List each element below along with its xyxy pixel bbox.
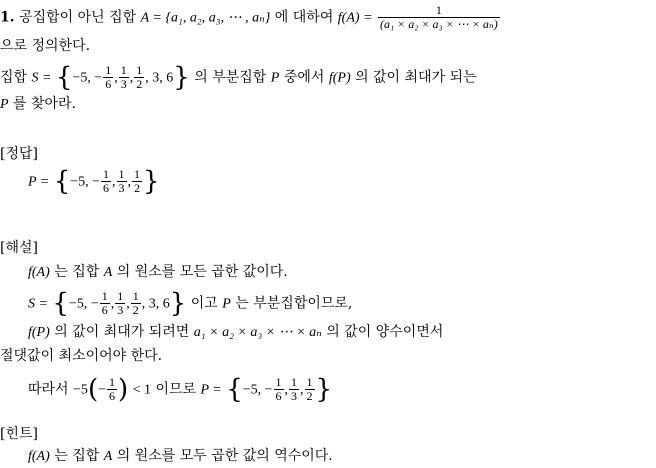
sep: , xyxy=(110,296,115,312)
text: 의 원소를 모두 곱한 값의 역수이다. xyxy=(116,448,333,464)
problem-line-3 xyxy=(0,64,477,91)
num: 1 xyxy=(117,289,124,303)
num: 1 xyxy=(103,167,110,181)
den: 2 xyxy=(134,181,141,195)
solution-line-5 xyxy=(28,376,332,403)
var-P: P xyxy=(222,296,231,312)
solution-line-3 xyxy=(28,322,443,343)
den: 6 xyxy=(101,303,108,317)
set-S-label: S = xyxy=(31,70,52,86)
text: 중에서 xyxy=(283,69,325,86)
solution-line-2 xyxy=(28,290,352,317)
fraction xyxy=(132,168,142,195)
number: −5 xyxy=(73,382,88,398)
num: 1 xyxy=(134,167,141,181)
text: 는 집합 xyxy=(54,264,100,280)
fraction xyxy=(103,64,113,91)
fraction xyxy=(119,64,129,91)
den: 3 xyxy=(117,303,124,317)
fraction xyxy=(101,168,111,195)
fraction-denominator: (a₁ × a₂ × a₃ × ⋯ × aₙ) xyxy=(379,17,498,31)
fraction xyxy=(134,64,144,91)
den: 6 xyxy=(105,77,112,91)
sep: , xyxy=(284,382,289,398)
fraction-numerator: 1 xyxy=(435,3,442,17)
num: 1 xyxy=(306,375,313,389)
func-fP: f(P) xyxy=(328,70,351,86)
var-A: A xyxy=(103,265,113,280)
solution-line-1 xyxy=(28,262,288,283)
func-fA: f(A) xyxy=(28,265,50,280)
den: 6 xyxy=(103,181,110,195)
brace-open: { xyxy=(53,166,71,197)
set-element: −5, − xyxy=(70,174,101,190)
problem-number: 1. xyxy=(0,9,15,26)
problem-text: 공집합이 아닌 집합 xyxy=(19,9,137,26)
num: 1 xyxy=(275,375,282,389)
var-P: P xyxy=(270,70,280,86)
num: 1 xyxy=(101,289,108,303)
text: 의 값이 양수이면서 xyxy=(326,324,444,340)
den: 2 xyxy=(306,389,313,403)
num: 1 xyxy=(109,375,115,389)
den: 2 xyxy=(136,77,143,91)
func-def: f(A) = xyxy=(337,10,373,26)
answer-label: P = xyxy=(200,382,222,398)
brace-open: { xyxy=(55,62,73,93)
product-expr: a₁ × a₂ × a₃ × ⋯ × aₙ xyxy=(193,325,322,340)
brace-open: { xyxy=(52,288,69,319)
sep: , xyxy=(112,174,116,190)
hint-heading: [힌트] xyxy=(0,426,38,442)
paren-close: ) xyxy=(118,374,129,405)
sep: , xyxy=(114,70,118,86)
text: 는 부분집합이므로, xyxy=(235,295,353,312)
brace-open: { xyxy=(226,374,243,405)
var-P: P xyxy=(0,97,9,112)
num: 1 xyxy=(120,63,127,77)
den: 3 xyxy=(291,389,298,403)
answer-line xyxy=(28,168,160,195)
fraction xyxy=(274,376,284,403)
set-element: , 3, 6 xyxy=(141,296,170,312)
fraction xyxy=(131,290,141,317)
fraction xyxy=(115,290,125,317)
sep: , xyxy=(127,174,132,190)
text: 집합 xyxy=(0,69,28,86)
text: 이므로 xyxy=(155,381,197,398)
den: 6 xyxy=(109,389,115,403)
num: 1 xyxy=(291,375,298,389)
fraction xyxy=(107,376,117,403)
text: 를 찾아라. xyxy=(13,96,77,112)
den: 2 xyxy=(132,303,139,317)
den: 3 xyxy=(120,77,127,91)
sep: , xyxy=(126,296,130,312)
hint-line xyxy=(28,446,333,467)
text: 이고 xyxy=(190,295,218,312)
text: 의 값이 최대가 되는 xyxy=(355,69,477,86)
num: 1 xyxy=(105,63,112,77)
problem-text: 에 대하여 xyxy=(274,9,334,26)
fraction xyxy=(289,376,299,403)
num: 1 xyxy=(118,167,125,181)
brace-close: } xyxy=(173,62,190,93)
func-fraction xyxy=(378,4,500,31)
set-element: −5, − xyxy=(68,296,99,312)
var-A: A xyxy=(103,449,113,464)
minus-sign: − xyxy=(98,382,106,398)
sep: , xyxy=(129,70,134,86)
set-element: −5, − xyxy=(72,70,103,86)
brace-close: } xyxy=(143,166,160,197)
solution-heading: [해설] xyxy=(0,240,38,256)
set-S-label: S = xyxy=(28,296,48,312)
problem-line-4 xyxy=(0,94,76,115)
den: 6 xyxy=(275,389,282,403)
paren-open: ( xyxy=(87,374,99,405)
fraction xyxy=(305,376,315,403)
answer-label: P = xyxy=(28,174,50,190)
fraction xyxy=(117,168,127,195)
problem-line-2: 으로 정의한다. xyxy=(0,38,91,54)
solution-line-4: 절댓값이 최소이어야 한다. xyxy=(0,348,163,364)
brace-close: } xyxy=(315,374,333,405)
sep: , xyxy=(300,382,304,398)
answer-heading: [정답] xyxy=(0,146,38,162)
set-A-def: A = {a₁, a₂, a₃, ⋯ , aₙ} xyxy=(140,10,271,26)
text: 따라서 xyxy=(28,381,69,398)
num: 1 xyxy=(132,289,139,303)
text: 의 부분집합 xyxy=(194,69,267,86)
fraction xyxy=(100,290,110,317)
text: 는 집합 xyxy=(54,448,100,464)
text: 의 원소를 모든 곱한 값이다. xyxy=(116,264,288,280)
inequality: < 1 xyxy=(132,382,152,398)
set-element: −5, − xyxy=(242,382,273,398)
brace-close: } xyxy=(169,288,187,319)
den: 3 xyxy=(118,181,125,195)
set-element: , 3, 6 xyxy=(145,70,174,86)
func-fA: f(A) xyxy=(28,449,50,464)
problem-line-1 xyxy=(0,4,501,31)
text: 의 값이 최대가 되려면 xyxy=(54,324,190,340)
num: 1 xyxy=(136,63,143,77)
func-fP: f(P) xyxy=(28,325,50,340)
